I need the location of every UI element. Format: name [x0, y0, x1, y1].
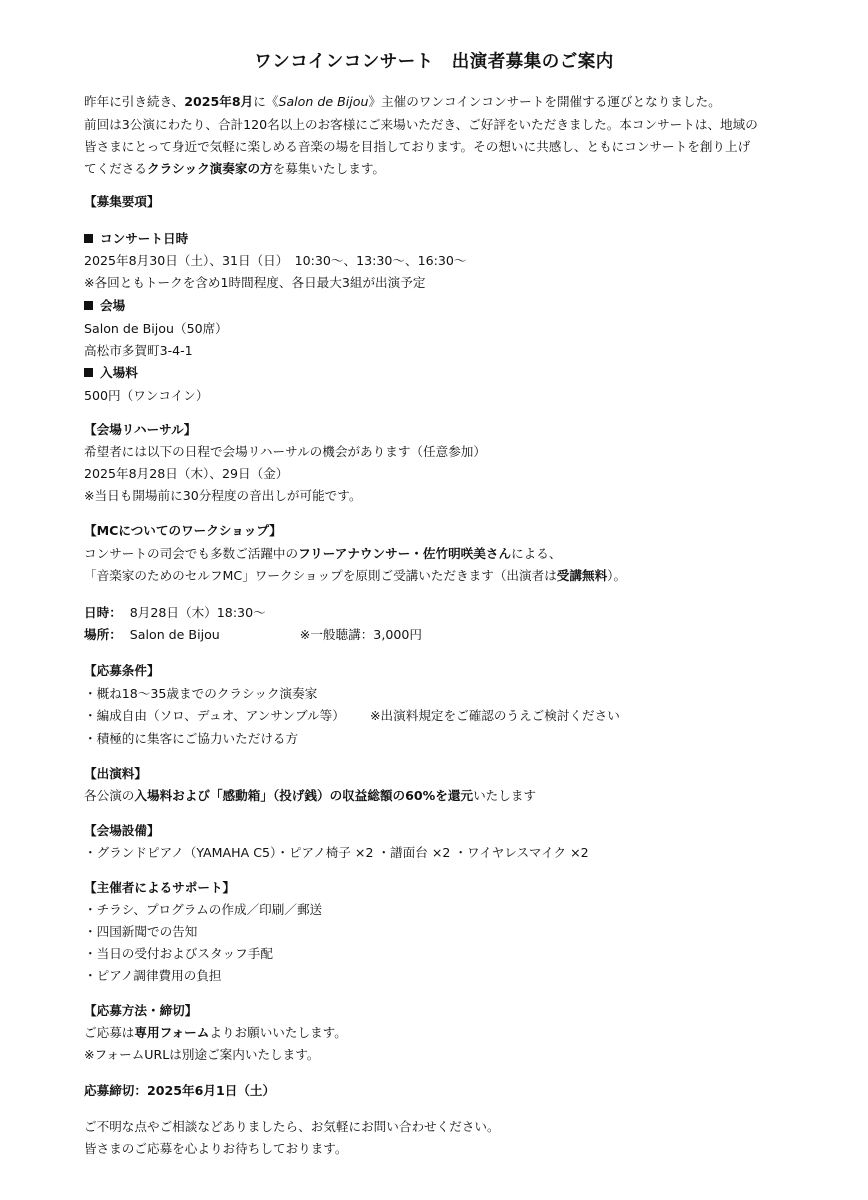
closing-line-2: 皆さまのご応募を心よりお待ちしております。 — [84, 1141, 348, 1156]
venue-heading — [84, 297, 844, 314]
square-bullet-icon — [84, 301, 93, 310]
condition-item: ・積極的に集客にご協力いただける方 — [84, 731, 299, 746]
apply-text: ご応募は — [84, 1025, 135, 1040]
section-heading-youkou: 【募集要項】 — [84, 194, 160, 209]
fee-highlight: 入場料および「感動箱」（投げ銭）の収益総額の60%を還元 — [134, 788, 474, 803]
rehearsal-line-2: 2025年8月28日（木）、29日（金） — [84, 466, 289, 481]
section-heading-fee: 【出演料】 — [84, 766, 147, 781]
announcer-name: フリーアナウンサー・佐竹明咲美さん — [298, 546, 512, 561]
condition-note: ※出演料規定をご確認のうえご検討ください — [370, 708, 620, 723]
closing-line-1: ご不明な点やご相談などありましたら、お気軽にお問い合わせください。 — [84, 1119, 500, 1134]
heading-text: 入場料 — [100, 365, 138, 380]
intro-line-4 — [84, 160, 844, 177]
fee-text: いたします — [473, 788, 537, 803]
public-fee: ※一般聴講：3,000円 — [299, 627, 422, 642]
concert-date-line: 2025年8月30日（土）、31日（日） 10:30〜、13:30〜、16:30〜 — [84, 253, 467, 268]
fee-text: 各公演の — [84, 788, 135, 803]
section-heading-rehearsal: 【会場リハーサル】 — [84, 422, 197, 437]
square-bullet-icon — [84, 234, 93, 243]
equipment-list: ・グランドピアノ（YAMAHA C5）・ピアノ椅子 ×2 ・譜面台 ×2 ・ワイヤレスマイク ×2 — [84, 845, 589, 860]
heading-text: コンサート日時 — [100, 231, 189, 246]
workshop-text: コンサートの司会でも多数ご活躍中の — [84, 546, 299, 561]
organizer-name: Salon de Bijou — [278, 94, 369, 109]
apply-line-1 — [84, 1024, 844, 1041]
condition-item: ・概ね18〜35歳までのクラシック演奏家 — [84, 686, 318, 701]
date-label: 日時： — [84, 605, 122, 620]
workshop-line-1 — [84, 545, 844, 562]
workshop-text: による、 — [511, 546, 562, 561]
intro-text: を募集いたします。 — [272, 161, 385, 176]
condition-item — [84, 707, 844, 724]
application-deadline: 応募締切：2025年6月1日（土） — [84, 1083, 276, 1098]
workshop-text: 「音楽家のためのセルフMC」ワークショップを原則ご受講いただきます（出演者は — [84, 568, 557, 583]
free-label: 受講無料 — [556, 568, 608, 583]
venue-address: 高松市多賀町3-4-1 — [84, 343, 193, 358]
condition-text: ・編成自由（ソロ、デュオ、アンサンブル等） — [84, 708, 345, 723]
section-heading-apply: 【応募方法・締切】 — [84, 1003, 198, 1018]
workshop-place — [84, 626, 844, 643]
workshop-text: ）。 — [607, 568, 627, 583]
place-value: Salon de Bijou — [129, 627, 220, 642]
workshop-line-2 — [84, 567, 844, 584]
performance-fee-line — [84, 787, 844, 804]
intro-target: クラシック演奏家の方 — [146, 161, 273, 176]
support-item: ・四国新聞での告知 — [84, 924, 198, 939]
entry-fee-heading — [84, 364, 844, 381]
intro-line-1 — [84, 93, 844, 110]
intro-text: 昨年に引き続き、 — [84, 94, 185, 109]
section-heading-workshop: 【MCについてのワークショップ】 — [84, 523, 282, 538]
heading-text: 会場 — [100, 298, 126, 313]
place-label: 場所： — [84, 627, 122, 642]
entry-fee-value: 500円（ワンコイン） — [84, 388, 209, 403]
intro-text: に《 — [253, 94, 279, 109]
support-item: ・当日の受付およびスタッフ手配 — [84, 946, 273, 961]
section-heading-equipment: 【会場設備】 — [84, 823, 160, 838]
rehearsal-line-1: 希望者には以下の日程で会場リハーサルの機会があります（任意参加） — [84, 444, 486, 459]
support-item: ・チラシ、プログラムの作成／印刷／郵送 — [84, 902, 323, 917]
intro-text: 》主催のワンコインコンサートを開催する運びとなりました。 — [368, 94, 721, 109]
square-bullet-icon — [84, 368, 93, 377]
page-title: ワンコインコンサート 出演者募集のご案内 — [254, 52, 614, 72]
workshop-date — [84, 604, 844, 621]
concert-date-note: ※各回ともトークを含め1時間程度、各日最大3組が出演予定 — [84, 275, 426, 290]
rehearsal-line-3: ※当日も開場前に30分程度の音出しが可能です。 — [84, 488, 362, 503]
support-item: ・ピアノ調律費用の負担 — [84, 968, 222, 983]
section-heading-support: 【主催者によるサポート】 — [84, 880, 236, 895]
intro-line-3: 皆さまにとって身近で気軽に楽しめる音楽の場を目指しております。その想いに共感し、ともにコンサートを創り上げ — [84, 139, 751, 154]
section-heading-conditions: 【応募条件】 — [84, 663, 160, 678]
date-value: 8月28日（木）18:30〜 — [129, 605, 266, 620]
venue-name: Salon de Bijou（50席） — [84, 321, 228, 336]
concert-date-heading — [84, 230, 844, 247]
apply-text: よりお願いいたします。 — [209, 1025, 347, 1040]
intro-date: 2025年8月 — [184, 94, 254, 109]
apply-line-2: ※フォームURLは別途ご案内いたします。 — [84, 1047, 320, 1062]
intro-text: てくださる — [84, 161, 147, 176]
intro-line-2: 前回は3公演にわたり、合計120名以上のお客様にご来場いただき、ご好評をいただきました。本コンサートは、地域の — [84, 117, 758, 132]
form-label: 専用フォーム — [134, 1025, 210, 1040]
